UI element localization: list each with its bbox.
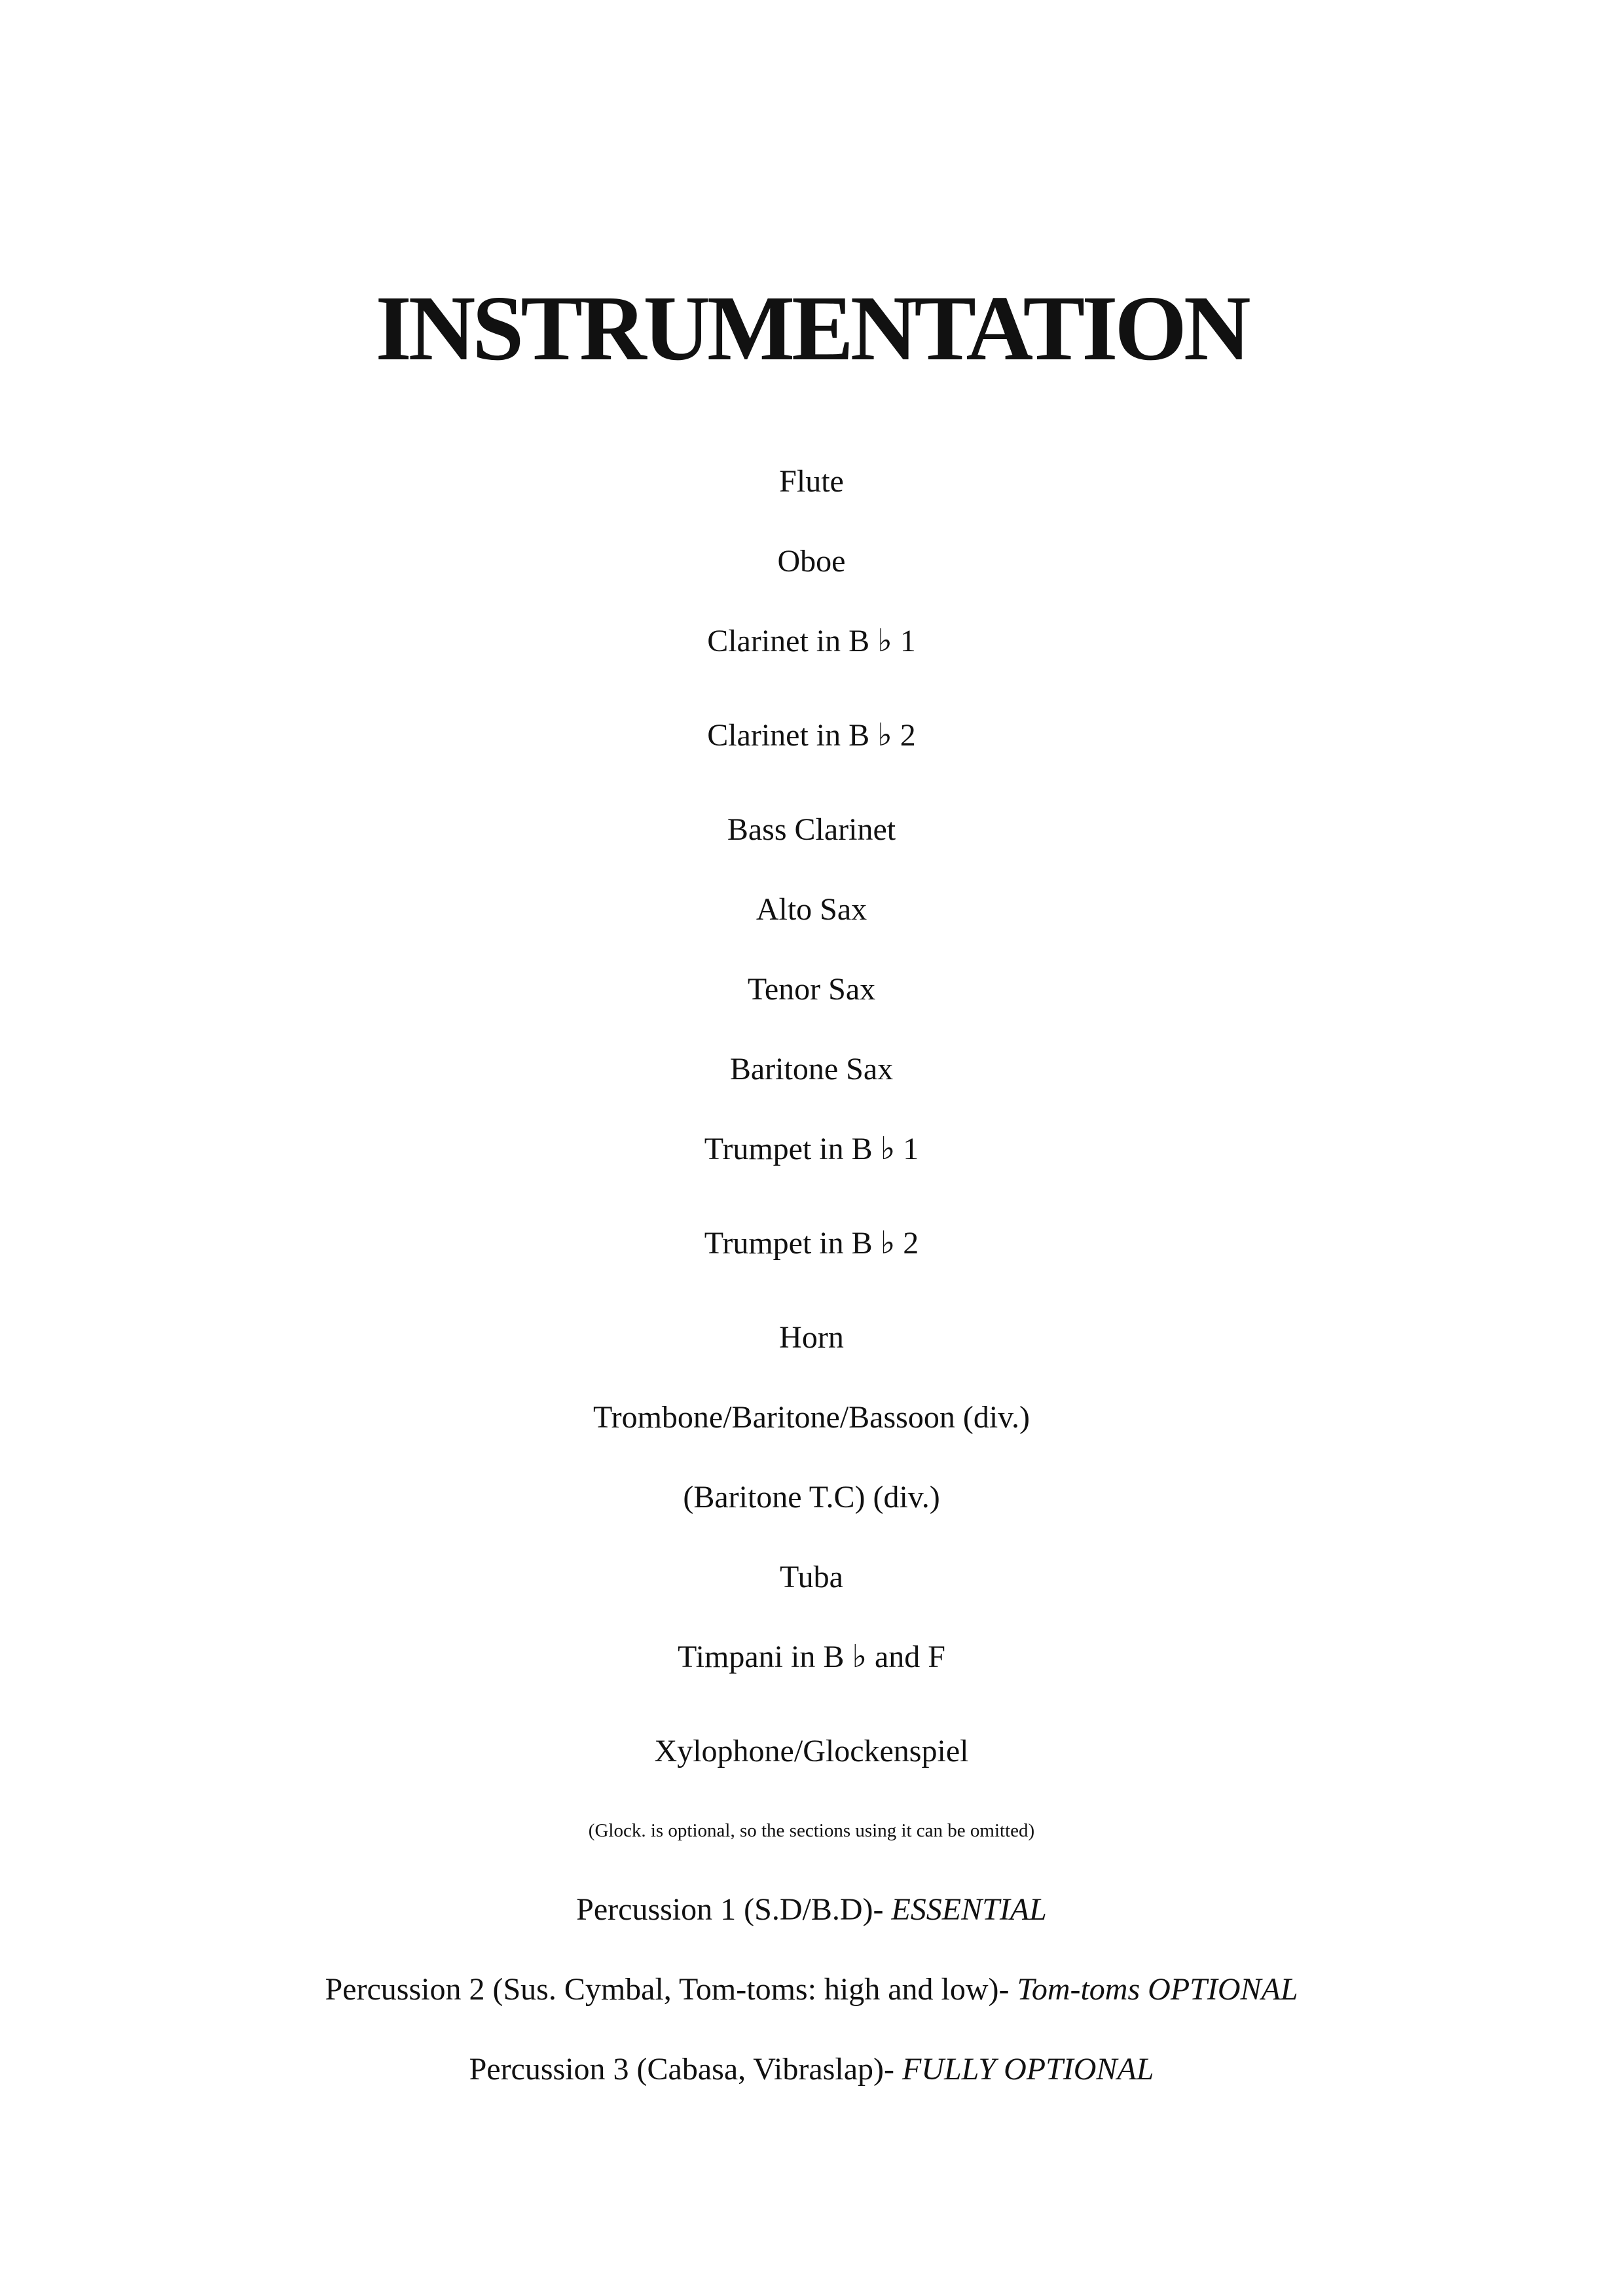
percussion-1 <box>0 1894 1623 1926</box>
instrument-trumpet-1: Trumpet in B ♭ 1 <box>704 1132 919 1166</box>
instrument-trumpet-2: Trumpet in B ♭ 2 <box>704 1226 919 1261</box>
instrument-timpani: Timpani in B ♭ and F <box>678 1640 945 1674</box>
instrument-bass-clarinet: Bass Clarinet <box>727 812 896 847</box>
glock-note: (Glock. is optional, so the sections using it can be omitted) <box>588 1820 1035 1841</box>
page-title: INSTRUMENTATION <box>375 276 1248 380</box>
instrument-baritone-sax: Baritone Sax <box>729 1052 894 1086</box>
instrument-flute: Flute <box>779 464 844 499</box>
instrument-oboe: Oboe <box>777 544 846 579</box>
instrument-trombone-baritone-bassoon: Trombone/Baritone/Bassoon (div.) <box>593 1400 1030 1435</box>
instrument-horn: Horn <box>779 1320 844 1355</box>
percussion-2-label: Percussion 2 (Sus. Cymbal, Tom-toms: high and low)- <box>325 1972 1017 2007</box>
instrument-baritone-tc: (Baritone T.C) (div.) <box>683 1480 940 1515</box>
percussion-2 <box>0 1974 1623 2005</box>
percussion-2-emphasis: Tom-toms OPTIONAL <box>1017 1972 1298 2007</box>
percussion-3 <box>0 2054 1623 2085</box>
percussion-3-label: Percussion 3 (Cabasa, Vibraslap)- <box>469 2052 902 2087</box>
percussion-3-emphasis: FULLY OPTIONAL <box>902 2052 1154 2087</box>
instrument-clarinet-1: Clarinet in B ♭ 1 <box>707 624 916 658</box>
instrument-xylophone-glockenspiel: Xylophone/Glockenspiel <box>654 1734 969 1768</box>
instrument-tenor-sax: Tenor Sax <box>747 972 876 1007</box>
instrument-tuba: Tuba <box>780 1560 843 1594</box>
instrument-alto-sax: Alto Sax <box>756 892 867 927</box>
instrument-clarinet-2: Clarinet in B ♭ 2 <box>707 718 916 753</box>
percussion-1-emphasis: ESSENTIAL <box>891 1892 1047 1927</box>
percussion-1-label: Percussion 1 (S.D/B.D)- <box>576 1892 892 1927</box>
